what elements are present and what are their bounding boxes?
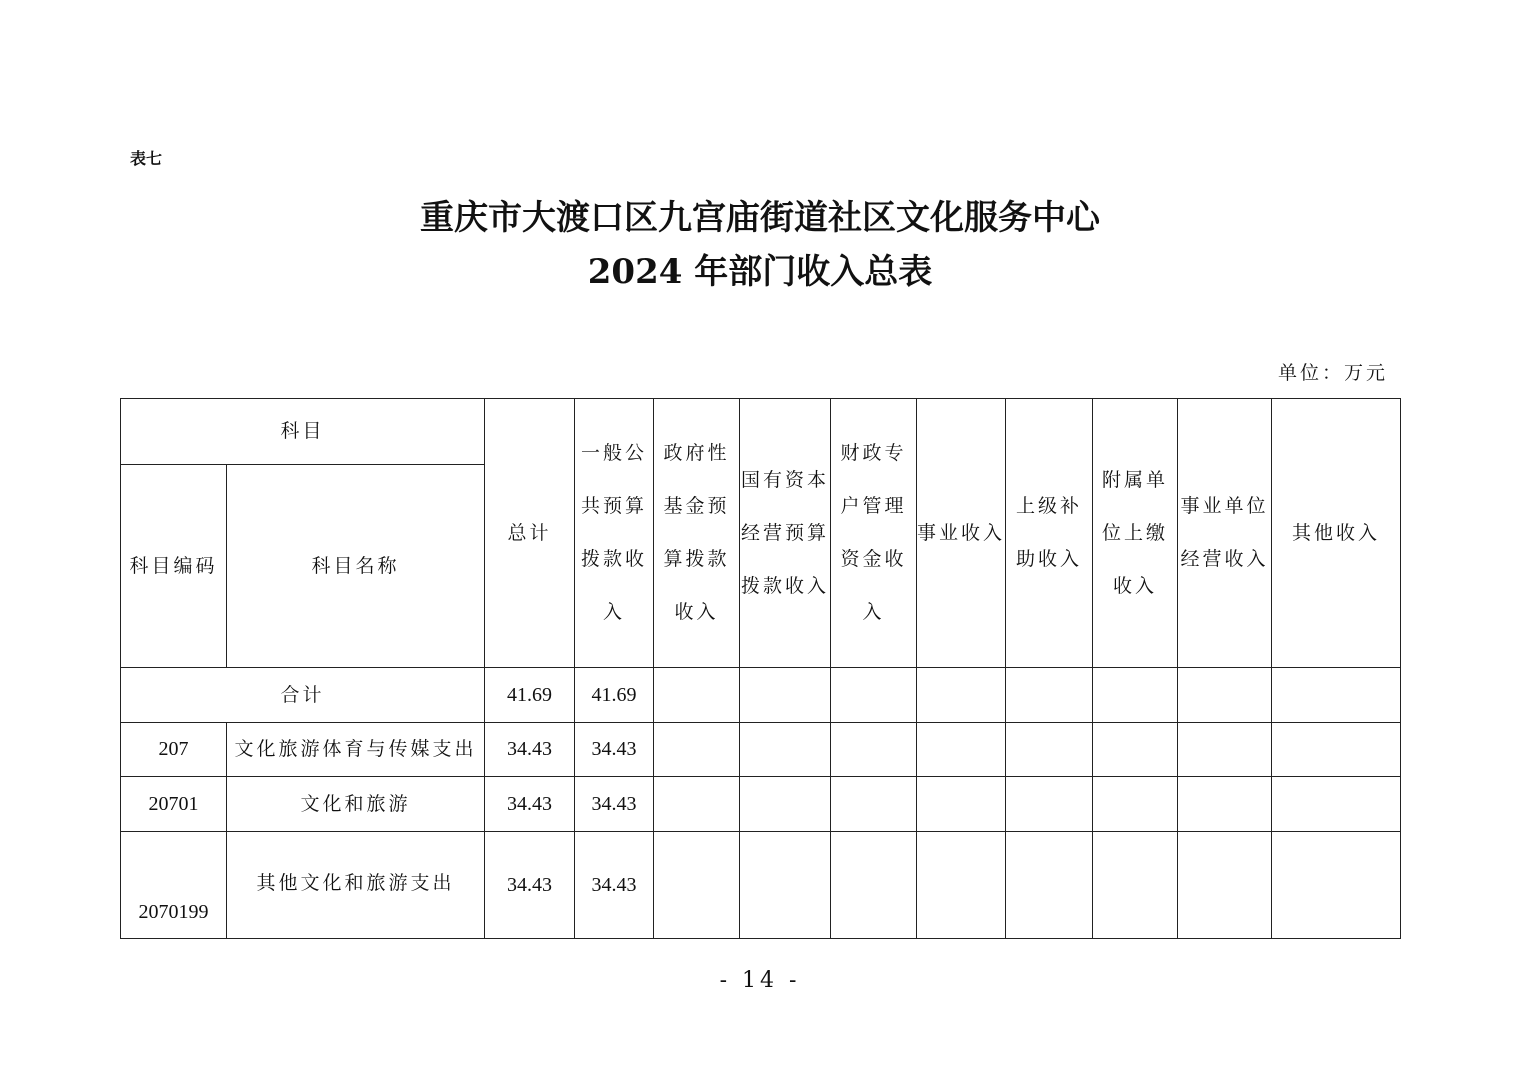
empty-cell [1006, 777, 1093, 832]
header-superior-subsidy: 上级补助收入 [1006, 399, 1093, 668]
table-row [121, 832, 1401, 939]
empty-cell [831, 723, 917, 777]
row-code: 20701 [121, 777, 227, 832]
table-label: 表七 [130, 149, 163, 168]
header-state-capital: 国有资本经营预算拨款收入 [740, 399, 831, 668]
empty-cell [654, 777, 740, 832]
empty-cell [1093, 668, 1178, 723]
empty-cell [1093, 723, 1178, 777]
empty-cell [1093, 832, 1178, 939]
empty-cell [1178, 723, 1272, 777]
row-general-budget: 34.43 [575, 723, 654, 777]
row-total: 34.43 [485, 723, 575, 777]
empty-cell [740, 832, 831, 939]
empty-cell [1272, 832, 1401, 939]
empty-cell [1178, 777, 1272, 832]
row-total: 41.69 [485, 668, 575, 723]
row-name: 文化旅游体育与传媒支出 [227, 723, 485, 777]
empty-cell [740, 777, 831, 832]
row-code: 2070199 [121, 832, 227, 939]
row-total: 34.43 [485, 777, 575, 832]
row-general-budget: 41.69 [575, 668, 654, 723]
empty-cell [1272, 668, 1401, 723]
empty-cell [917, 777, 1006, 832]
empty-cell [1272, 777, 1401, 832]
unit-label: 单位：万元 [1277, 362, 1388, 384]
header-subject: 科目 [121, 399, 485, 465]
table-row [121, 777, 1401, 832]
empty-cell [917, 723, 1006, 777]
empty-cell [740, 668, 831, 723]
document-title-line1: 重庆市大渡口区九宫庙街道社区文化服务中心 [420, 198, 1100, 238]
empty-cell [917, 832, 1006, 939]
empty-cell [831, 668, 917, 723]
header-other-income: 其他收入 [1272, 399, 1401, 668]
empty-cell [1006, 832, 1093, 939]
empty-cell [654, 668, 740, 723]
row-name: 其他文化和旅游支出 [227, 832, 485, 939]
table-row [121, 668, 1401, 723]
empty-cell [917, 668, 1006, 723]
empty-cell [1178, 832, 1272, 939]
empty-cell [1006, 723, 1093, 777]
empty-cell [831, 832, 917, 939]
header-fiscal-special: 财政专户管理资金收入 [831, 399, 917, 668]
row-name: 文化和旅游 [227, 777, 485, 832]
empty-cell [654, 832, 740, 939]
page-number: - 14 - [719, 968, 801, 993]
header-business-income: 事业收入 [917, 399, 1006, 668]
header-general-budget: 一般公共预算拨款收入 [575, 399, 654, 668]
empty-cell [1093, 777, 1178, 832]
empty-cell [1006, 668, 1093, 723]
row-general-budget: 34.43 [575, 832, 654, 939]
header-total: 总计 [485, 399, 575, 668]
row-code: 207 [121, 723, 227, 777]
row-general-budget: 34.43 [575, 777, 654, 832]
table-row [121, 723, 1401, 777]
header-business-operation: 事业单位经营收入 [1178, 399, 1272, 668]
empty-cell [1272, 723, 1401, 777]
empty-cell [831, 777, 917, 832]
row-name: 合计 [121, 668, 485, 723]
header-subject-name: 科目名称 [227, 465, 485, 668]
document-title-line2: 2024 年部门收入总表 [587, 252, 933, 292]
header-affiliated-unit: 附属单位上缴收入 [1093, 399, 1178, 668]
empty-cell [654, 723, 740, 777]
empty-cell [740, 723, 831, 777]
income-summary-table [120, 398, 1401, 939]
row-total: 34.43 [485, 832, 575, 939]
empty-cell [1178, 668, 1272, 723]
header-subject-code: 科目编码 [121, 465, 227, 668]
header-gov-fund: 政府性基金预算拨款收入 [654, 399, 740, 668]
